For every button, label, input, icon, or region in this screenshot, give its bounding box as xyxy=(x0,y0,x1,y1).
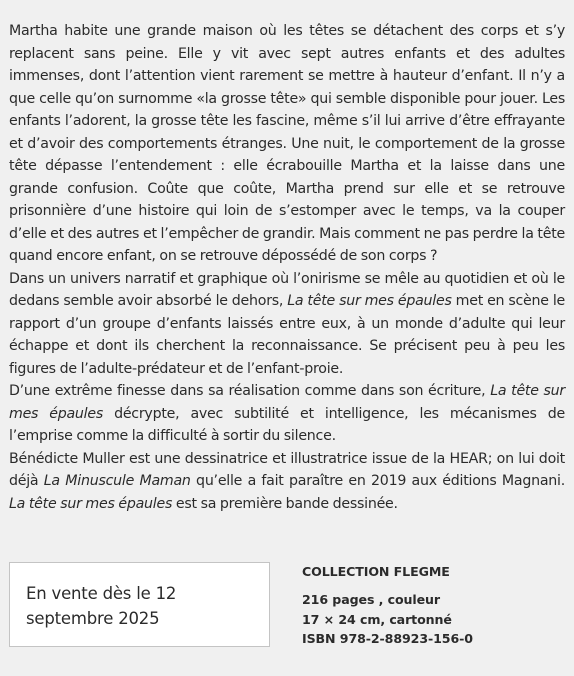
book-title-text: La Minuscule Maman xyxy=(43,473,191,489)
paragraph-text: est sa première bande dessinée. xyxy=(172,495,398,512)
paragraph-text: met en scène le rapport d’un groupe d’enfants laissés entre eux, à un monde d’adulte qui leur échappe et dont ils cherchent la reconnaissance. Se précisent peu à peu les figures de l’adulte-prédateur et de l’enfant-proie. xyxy=(9,293,565,377)
sale-date-line-1: En vente dès le 12 xyxy=(26,584,177,603)
sale-date-box xyxy=(9,562,270,647)
description-paragraph xyxy=(9,380,565,448)
paragraph-text: qu’elle a fait paraître en 2019 aux éditions Magnani. xyxy=(190,473,565,489)
book-title-text: La tête sur mes épaules xyxy=(9,383,565,422)
paragraph-text: Dans un univers narratif et graphique où l’onirisme se mêle au quotidien et où le dedans semble avoir absorbé le dehors, xyxy=(9,270,565,309)
paragraph-text: Martha habite une grande maison où les têtes se détachent des corps et s’y replacent sans peine. Elle y vit avec sept autres enfants et des adultes immenses, dont l’attention vient rarement se mettre à hauteur d’enfant. Il n’y a que celle qu’on surnomme «la grosse tête» qui semble disponible pour jouer. Les enfants l’adorent, la grosse tête les fascine, même s’il lui arrive d’être effrayante et d’avoir des comportements étranges. Une nuit, le comportement de la grosse tête dépasse l’entendement : elle écrabouille Martha et la laisse dans une grande confusion. Coûte que coûte, Martha prend sur elle et se retrouve prisonnière d’une histoire qui loin de s’estomper avec le temps, va la couper d’elle et des autres et l’empêcher de grandir. Mais comment ne pas perdre la tête quand encore enfant, on se retrouve dépossédé de son corps ? xyxy=(9,23,565,264)
paragraph-text: décrypte, avec subtilité et intelligence, les mécanismes de l’emprise comme la difficulté à sortir du silence. xyxy=(9,405,565,444)
description-paragraph xyxy=(9,20,565,268)
paragraph-text: Bénédicte Muller est une dessinatrice et illustratrice issue de la HEAR; on lui doit déjà xyxy=(9,450,565,489)
sale-date-line-2: septembre 2025 xyxy=(26,609,160,628)
book-specs xyxy=(302,563,564,649)
book-format: 17 × 24 cm, cartonné xyxy=(302,611,452,627)
book-title-text: La tête sur mes épaules xyxy=(287,293,452,309)
isbn: ISBN 978-2-88923-156-0 xyxy=(302,631,473,646)
page-count: 216 pages , couleur xyxy=(302,592,441,607)
book-title-text: La tête sur mes épaules xyxy=(9,495,173,512)
description-text xyxy=(9,20,565,515)
description-paragraph xyxy=(9,448,565,516)
description-paragraph xyxy=(9,268,565,381)
collection-name: COLLECTION FLEGME xyxy=(302,564,450,579)
paragraph-text: D’une extrême finesse dans sa réalisation comme dans son écriture, xyxy=(9,383,491,399)
